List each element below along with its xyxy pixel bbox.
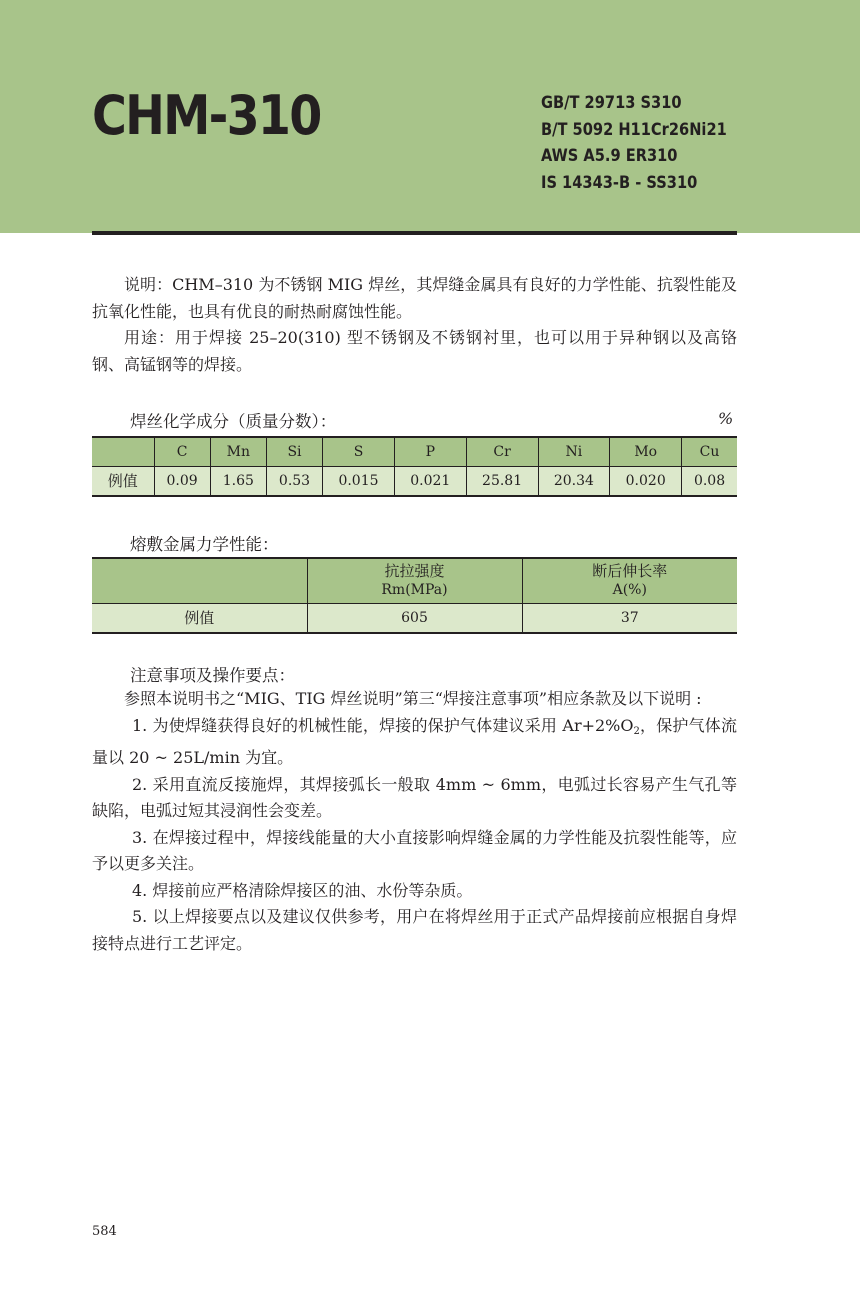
note-item: 2. 采用直流反接施焊，其焊接弧长一般取 4mm ~ 6mm，电弧过长容易产生气孔等缺陷，电弧过短其浸润性会变差。 <box>92 774 737 820</box>
description-label: 说明： <box>124 275 173 294</box>
standard-item: IS 14343-B - SS310 <box>541 172 698 193</box>
table-header-cell: Ni <box>538 437 610 466</box>
notes-intro: 参照本说明书之“MIG、TIG 焊丝说明”第三“焊接注意事项”相应条款及以下说明 : <box>124 689 702 708</box>
table-row <box>92 466 737 496</box>
table-cell: 例值 <box>92 603 307 633</box>
chemical-table <box>92 436 737 497</box>
usage-paragraph <box>92 325 737 378</box>
subscript: 2 <box>633 725 640 737</box>
table-cell: 0.09 <box>154 466 210 496</box>
product-title: CHM-310 <box>92 84 321 147</box>
table-header-cell: S <box>323 437 395 466</box>
table-cell: 例值 <box>92 466 154 496</box>
usage-text: 用于焊接 25–20(310) 型不锈钢及不锈钢衬里，也可以用于异种钢以及高铬钢、高锰钢等的焊接。 <box>92 328 737 374</box>
table-header-cell <box>522 558 737 603</box>
table-header-cell: Mn <box>210 437 266 466</box>
note-item <box>92 713 737 772</box>
table-cell: 605 <box>307 603 522 633</box>
table-header-cell: C <box>154 437 210 466</box>
standard-item: AWS A5.9 ER310 <box>541 146 678 166</box>
table-cell: 0.020 <box>610 466 682 496</box>
table-cell: 1.65 <box>210 466 266 496</box>
elongation-unit: A(%) <box>612 581 647 598</box>
mechanical-title: 熔敷金属力学性能： <box>130 535 279 554</box>
chemical-title: 焊丝化学成分（质量分数）： <box>130 412 337 431</box>
table-header-cell <box>307 558 522 603</box>
table-cell: 0.021 <box>394 466 466 496</box>
tensile-strength-unit: Rm(MPa) <box>381 581 448 598</box>
note-item: 5. 以上焊接要点以及建议仅供参考，用户在将焊丝用于正式产品焊接前应根据自身焊接特点进行工艺评定。 <box>92 907 737 953</box>
table-header-row <box>92 558 737 603</box>
table-header-cell: P <box>394 437 466 466</box>
table-cell: 0.53 <box>266 466 322 496</box>
standards-list <box>541 90 727 196</box>
table-cell: 0.08 <box>682 466 737 496</box>
table-header-cell <box>92 437 154 466</box>
description-text: CHM–310 为不锈钢 MIG 焊丝，其焊缝金属具有良好的力学性能、抗裂性能及抗氧化性能，也具有优良的耐热耐腐蚀性能。 <box>92 275 737 321</box>
description-paragraph <box>92 272 737 325</box>
header-band <box>0 0 860 233</box>
notes-title: 注意事项及操作要点： <box>130 666 295 685</box>
table-cell: 20.34 <box>538 466 610 496</box>
table-cell: 0.015 <box>323 466 395 496</box>
header-rule <box>92 231 737 235</box>
usage-label: 用途： <box>124 328 176 347</box>
table-header-cell <box>92 558 307 603</box>
table-header-cell: Mo <box>610 437 682 466</box>
table-row <box>92 603 737 633</box>
table-header-row <box>92 437 737 466</box>
mechanical-table <box>92 557 737 634</box>
note-text: 1. 为使焊缝获得良好的机械性能，焊接的保护气体建议采用 Ar+2%O <box>132 715 634 735</box>
tensile-strength-label: 抗拉强度 <box>384 561 445 580</box>
description-section <box>92 272 737 378</box>
table-header-cell: Cu <box>682 437 737 466</box>
standard-item: B/T 5092 H11Cr26Ni21 <box>541 119 727 140</box>
table-header-cell: Si <box>266 437 322 466</box>
note-item: 4. 焊接前应严格清除焊接区的油、水份等杂质。 <box>132 880 473 900</box>
chemical-unit: % <box>718 409 734 428</box>
elongation-label: 断后伸长率 <box>592 561 668 580</box>
standard-item: GB/T 29713 S310 <box>541 93 682 113</box>
notes-section <box>92 686 737 957</box>
note-item: 3. 在焊接过程中，焊接线能量的大小直接影响焊缝金属的力学性能及抗裂性能等，应予以更多关注。 <box>92 827 737 873</box>
table-cell: 25.81 <box>466 466 538 496</box>
table-cell: 37 <box>522 603 737 633</box>
note-text: ，保护气体流量以 20 ~ 25L/min 为宜。 <box>92 715 737 767</box>
table-header-cell: Cr <box>466 437 538 466</box>
page-number: 584 <box>92 1224 117 1239</box>
